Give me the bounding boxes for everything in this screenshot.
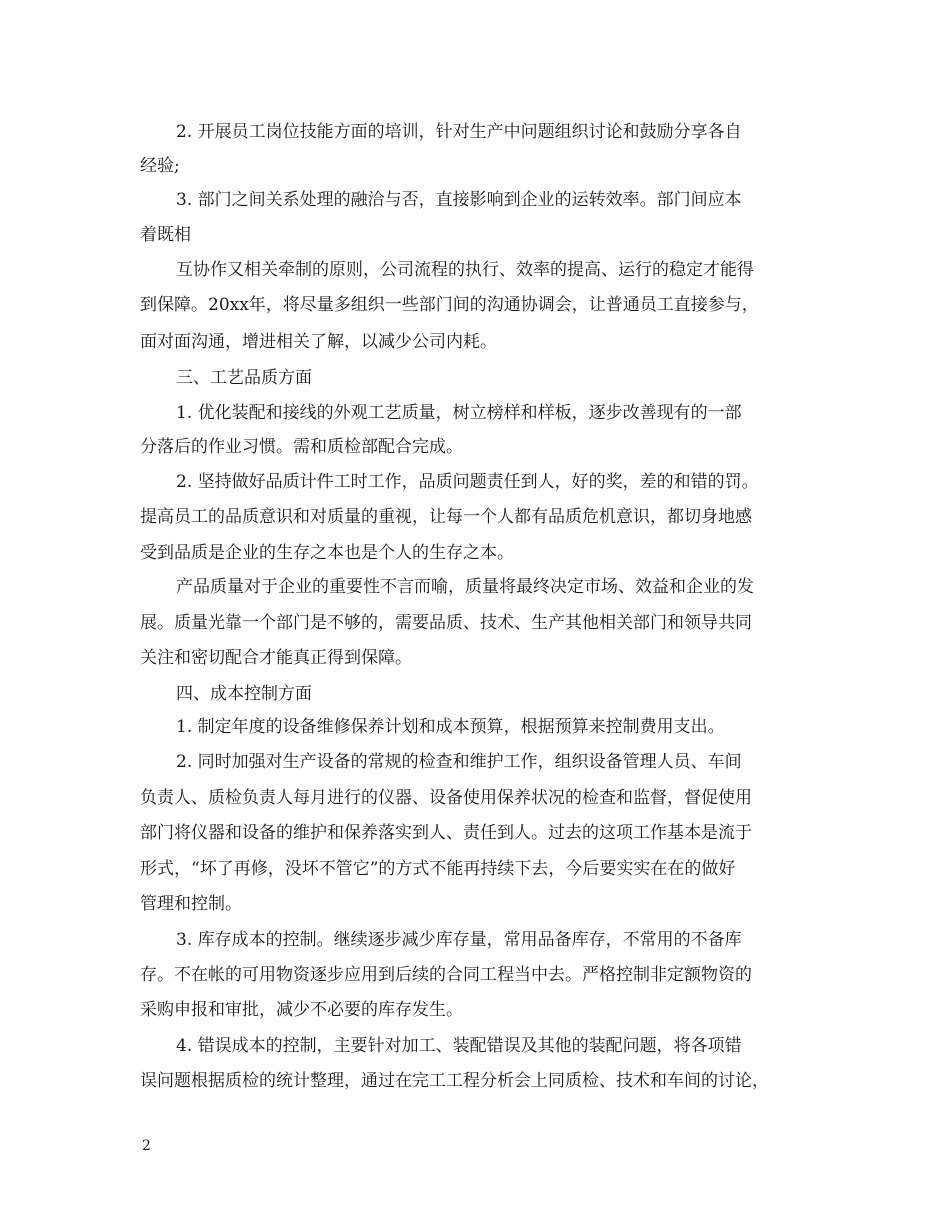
text-line: 关注和密切配合才能真正得到保障。 bbox=[140, 648, 412, 668]
text-line: 形式，“坏了再修，没坏不管它”的方式不能再持续下去，今后要实实在在的做好 bbox=[140, 859, 736, 879]
section-heading: 四、成本控制方面 bbox=[176, 684, 312, 704]
text-line: 着既相 bbox=[140, 225, 191, 245]
text-line: 3. 部门之间关系处理的融洽与否，直接影响到企业的运转效率。部门间应本 bbox=[176, 190, 742, 210]
text-line: 受到品质是企业的生存之本也是个人的生存之本。 bbox=[140, 543, 514, 563]
text-line: 4. 错误成本的控制，主要针对加工、装配错误及其他的装配问题，将各项错 bbox=[176, 1036, 742, 1056]
text-line: 1. 优化装配和接线的外观工艺质量，树立榜样和样板，逐步改善现有的一部 bbox=[176, 403, 742, 423]
section-heading: 三、工艺品质方面 bbox=[176, 368, 312, 388]
text-line: 提高员工的品质意识和对质量的重视，让每一个人都有品质危机意识，都切身地感 bbox=[140, 507, 752, 527]
text-line: 管理和控制。 bbox=[140, 894, 242, 914]
text-line: 3. 库存成本的控制。继续逐步减少库存量，常用品备库存，不常用的不备库 bbox=[176, 930, 742, 950]
page-number: 2 bbox=[142, 1138, 151, 1154]
text-line: 经验; bbox=[140, 156, 180, 176]
text-line: 存。不在帐的可用物资逐步应用到后续的合同工程当中去。严格控制非定额物资的 bbox=[140, 965, 752, 985]
text-line: 采购申报和审批，减少不必要的库存发生。 bbox=[140, 1000, 463, 1020]
text-line: 2. 坚持做好品质计件工时工作，品质问题责任到人，好的奖，差的和错的罚。 bbox=[176, 472, 759, 492]
text-line: 分落后的作业习惯。需和质检部配合完成。 bbox=[140, 437, 463, 457]
text-line: 2. 同时加强对生产设备的常规的检查和维护工作，组织设备管理人员、车间 bbox=[176, 752, 742, 772]
text-line: 部门将仪器和设备的维护和保养落实到人、责任到人。过去的这项工作基本是流于 bbox=[140, 823, 752, 843]
text-line: 面对面沟通，增进相关了解，以减少公司内耗。 bbox=[140, 332, 497, 352]
text-line: 负责人、质检负责人每月进行的仪器、设备使用保养状况的检查和监督，督促使用 bbox=[140, 788, 752, 808]
text-line: 2. 开展员工岗位技能方面的培训，针对生产中问题组织讨论和鼓励分享各自 bbox=[176, 122, 742, 142]
text-line: 到保障。20xx年，将尽量多组织一些部门间的沟通协调会，让普通员工直接参与， bbox=[140, 295, 759, 315]
text-line: 产品质量对于企业的重要性不言而喻，质量将最终决定市场、效益和企业的发 bbox=[176, 577, 754, 597]
text-line: 互协作又相关牵制的原则，公司流程的执行、效率的提高、运行的稳定才能得 bbox=[176, 260, 754, 280]
text-line: 误问题根据质检的统计整理，通过在完工工程分析会上同质检、技术和车间的讨论， bbox=[140, 1071, 769, 1091]
text-line: 展。质量光靠一个部门是不够的，需要品质、技术、生产其他相关部门和领导共同 bbox=[140, 613, 752, 633]
text-line: 1. 制定年度的设备维修保养计划和成本预算，根据预算来控制费用支出。 bbox=[176, 717, 725, 737]
